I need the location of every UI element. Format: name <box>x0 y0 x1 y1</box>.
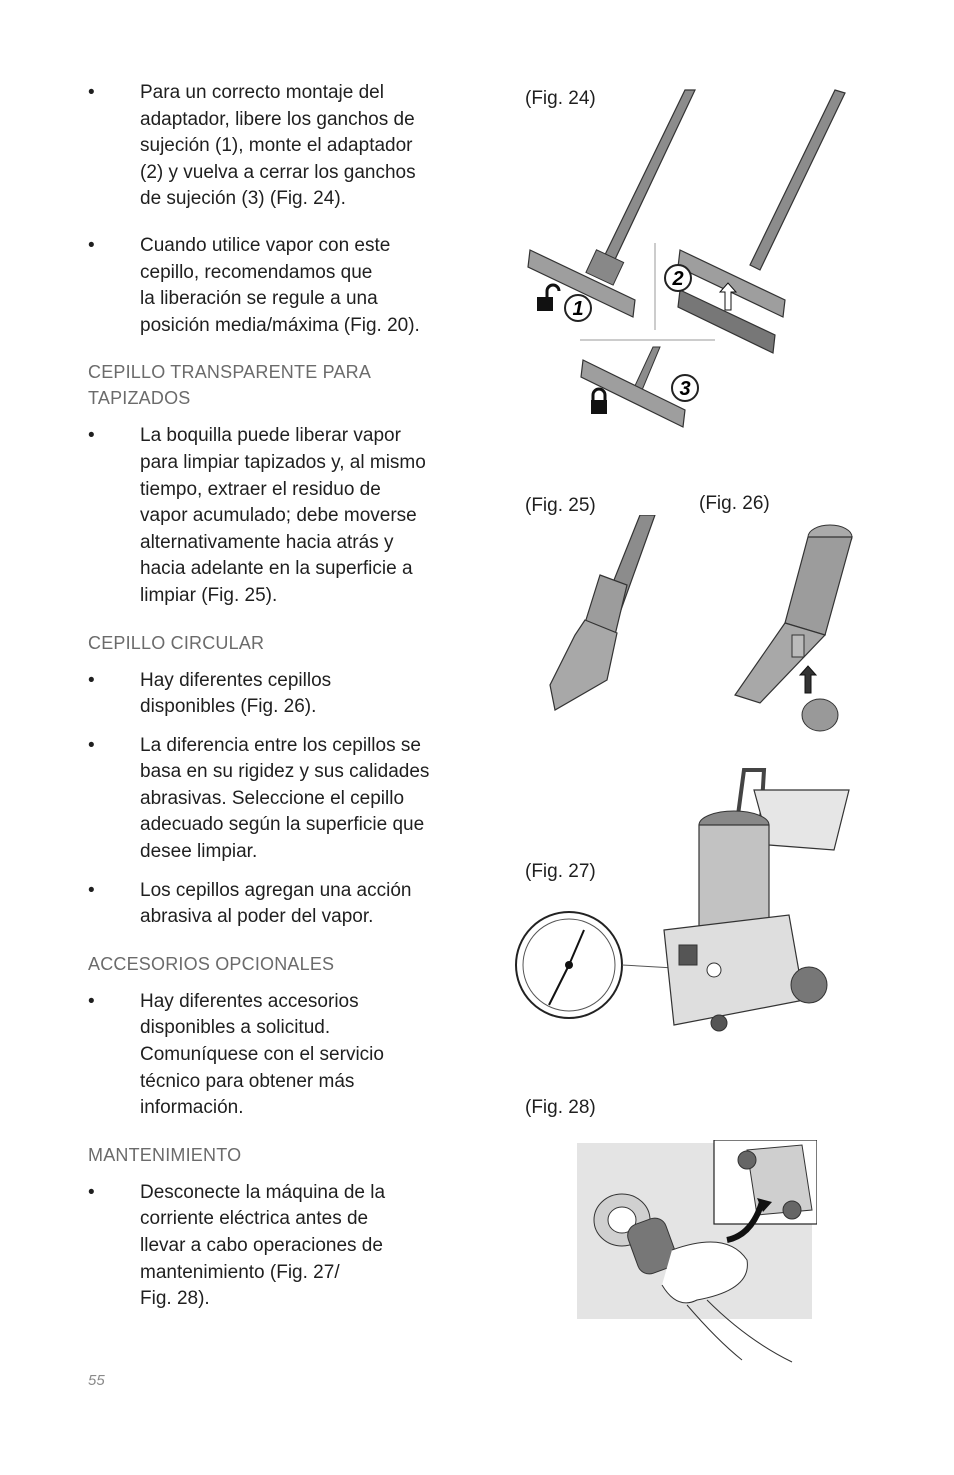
step-2-label: 2 <box>672 268 684 290</box>
fig27-illustration <box>514 765 859 1035</box>
lock-icon <box>591 389 607 414</box>
fig28-label: (Fig. 28) <box>525 1097 596 1118</box>
bullet-item: • Hay diferentes cepillos disponibles (Fig. 26). <box>88 669 332 718</box>
bullet-item: • Cuando utilice vapor con este cepillo, recomendamos que la liberación se regule a una posición media/máxima (Fig. 20). <box>88 234 420 336</box>
section-heading-tapizados: CEPILLO TRANSPARENTE PARA TAPIZADOS <box>88 362 372 409</box>
section-heading-cepillo-circular: CEPILLO CIRCULAR <box>88 632 265 653</box>
step-3-label: 3 <box>679 378 691 400</box>
bullet-item: • La boquilla puede liberar vapor para limpiar tapizados y, al mismo tiempo, extraer el residuo de vapor acumulado; debe moverse alternativamente hacia atrás y hacia adelante en la superficie a limpiar (Fig. 25). <box>88 425 426 606</box>
fig24-label: (Fig. 24) <box>525 88 596 109</box>
fig27-label: (Fig. 27) <box>525 861 596 882</box>
bullet-item: • Para un correcto montaje del adaptador, libere los ganchos de sujeción (1), monte el adaptador (2) y vuelva a cerrar los ganchos de sujeción (3) (Fig. 24). <box>88 82 416 210</box>
step-1-label: 1 <box>572 298 584 320</box>
page-number: 55 <box>88 1372 105 1389</box>
bullet-item: • La diferencia entre los cepillos se basa en su rigidez y sus calidades abrasivas. Seleccione el cepillo adecuado según la superficie que desee limpiar. <box>88 734 430 863</box>
arrow-up-icon <box>800 666 816 693</box>
fig26-illustration <box>730 515 860 740</box>
text-column <box>88 80 483 1333</box>
bullet-item: • Desconecte la máquina de la corriente eléctrica antes de llevar a cabo operaciones de mantenimiento (Fig. 27/ Fig. 28). <box>88 1181 386 1310</box>
fig25-label: (Fig. 25) <box>525 495 596 516</box>
fig25-illustration <box>545 515 675 715</box>
unlock-icon <box>537 285 559 311</box>
bullet-item: • Los cepillos agregan una acción abrasiva al poder del vapor. <box>88 879 412 928</box>
section-heading-mantenimiento: MANTENIMIENTO <box>88 1144 242 1165</box>
bullet-item: • Hay diferentes accesorios disponibles a solicitud. Comuníquese con el servicio técnico para obtener más información. <box>88 990 384 1119</box>
fig26-label: (Fig. 26) <box>699 493 770 514</box>
section-heading-accesorios: ACCESORIOS OPCIONALES <box>88 953 335 974</box>
fig28-illustration <box>577 1140 817 1365</box>
circular-brush-icon <box>802 699 838 731</box>
fig24-illustration <box>525 85 855 455</box>
